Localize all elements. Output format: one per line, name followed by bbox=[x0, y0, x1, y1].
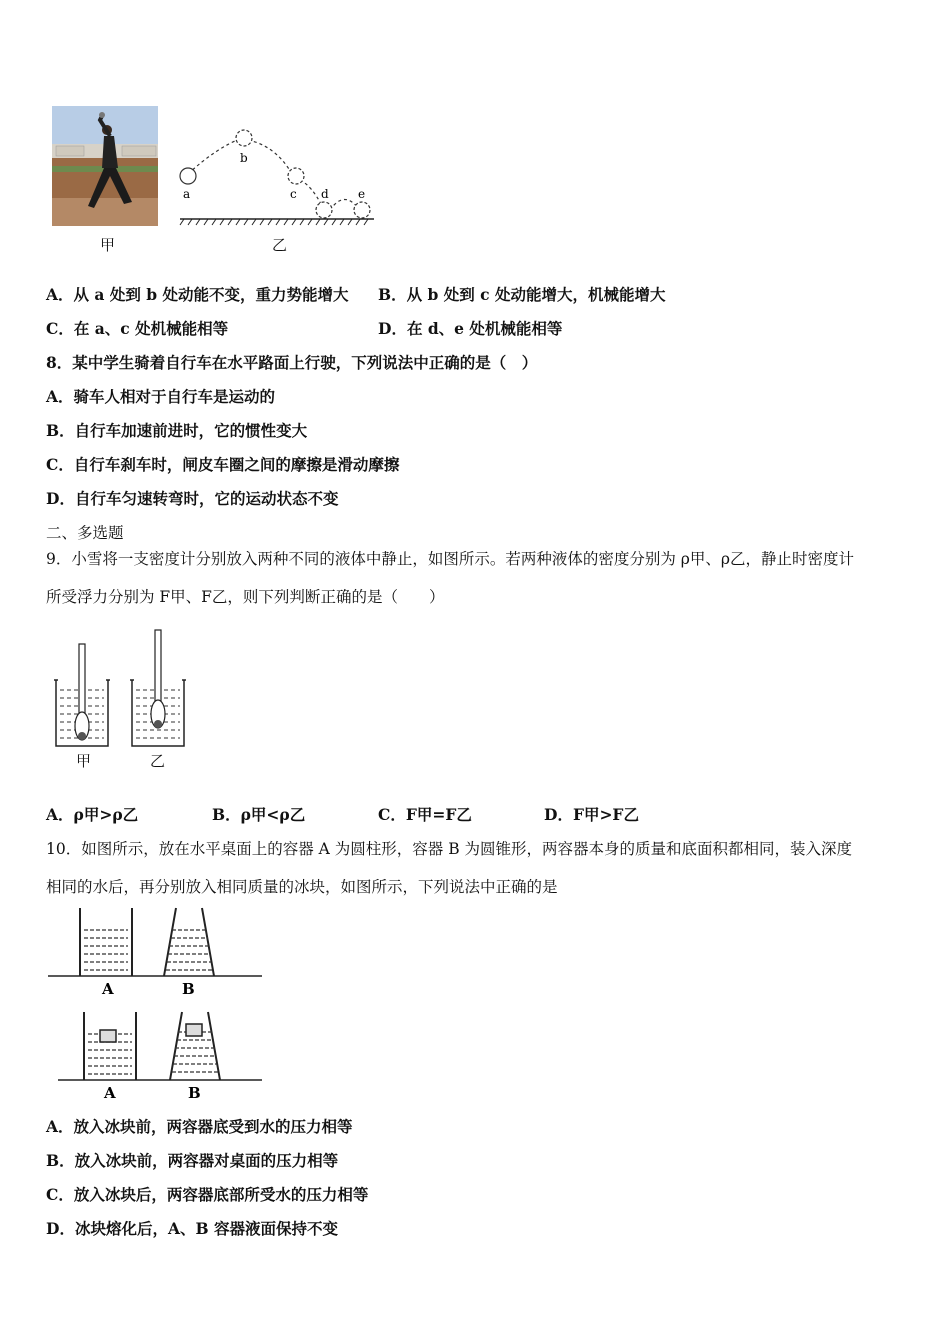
label-b: b bbox=[240, 151, 248, 165]
label-e: e bbox=[358, 187, 366, 201]
hydrometer-figure bbox=[52, 628, 202, 758]
q8-stem: 8．某中学生骑着自行车在水平路面上行驶，下列说法中正确的是（ ） bbox=[46, 353, 538, 372]
section-heading: 二、多选题 bbox=[46, 524, 124, 542]
q10-option-a: A．放入冰块前，两容器底受到水的压力相等 bbox=[46, 1117, 353, 1136]
label-container-a-bottom: A bbox=[104, 1084, 116, 1102]
q7-option-d: D．在 d、e 处机械能相等 bbox=[378, 319, 563, 338]
q7-option-a: A．从 a 处到 b 处动能不变，重力势能增大 bbox=[46, 285, 349, 304]
q9-option-b: B．ρ甲<ρ乙 bbox=[212, 805, 306, 824]
q8-option-a: A．骑车人相对于自行车是运动的 bbox=[46, 387, 276, 406]
q9-option-a: A．ρ甲>ρ乙 bbox=[46, 805, 139, 824]
q9-option-c: C．F甲=F乙 bbox=[378, 805, 472, 824]
label-container-b-top: B bbox=[182, 980, 195, 998]
label-container-a-top: A bbox=[102, 980, 114, 998]
label-container-b-bottom: B bbox=[188, 1084, 201, 1102]
ball-d bbox=[316, 202, 332, 218]
photo-caption: 甲 bbox=[100, 236, 116, 254]
q8-option-b: B．自行车加速前进时，它的惯性变大 bbox=[46, 421, 308, 440]
ball-b bbox=[236, 130, 252, 146]
ball-a bbox=[180, 168, 196, 184]
q9-fig-caption-right: 乙 bbox=[150, 752, 166, 770]
q10-option-b: B．放入冰块前，两容器对桌面的压力相等 bbox=[46, 1151, 339, 1170]
ball-e bbox=[354, 202, 370, 218]
q10-stem-line2: 相同的水后，再分别放入相同质量的冰块，如图所示，下列说法中正确的是 bbox=[46, 878, 558, 896]
containers-figure bbox=[48, 906, 268, 1106]
q9-option-d: D．F甲>F乙 bbox=[544, 805, 639, 824]
label-d: d bbox=[321, 187, 329, 201]
shot-put-photo bbox=[52, 106, 158, 226]
q9-stem-line1: 9．小雪将一支密度计分别放入两种不同的液体中静止，如图所示。若两种液体的密度分别为 ρ甲、ρ乙，静止时密度计 bbox=[46, 550, 855, 568]
q8-option-c: C．自行车刹车时，闸皮车圈之间的摩擦是滑动摩擦 bbox=[46, 455, 400, 474]
q7-option-c: C．在 a、c 处机械能相等 bbox=[46, 319, 229, 338]
label-c: c bbox=[290, 187, 297, 201]
q8-option-d: D．自行车匀速转弯时，它的运动状态不变 bbox=[46, 489, 339, 508]
ball-trajectory-diagram bbox=[176, 126, 386, 226]
q7-option-b: B．从 b 处到 c 处动能增大，机械能增大 bbox=[378, 285, 666, 304]
q10-option-d: D．冰块熔化后，A、B 容器液面保持不变 bbox=[46, 1219, 338, 1238]
q10-option-c: C．放入冰块后，两容器底部所受水的压力相等 bbox=[46, 1185, 369, 1204]
ice-cube-b bbox=[186, 1024, 202, 1036]
diagram-caption: 乙 bbox=[272, 236, 288, 254]
q9-stem-line2: 所受浮力分别为 F甲、F乙，则下列判断正确的是（ ） bbox=[46, 588, 445, 606]
ball-c bbox=[288, 168, 304, 184]
ice-cube-a bbox=[100, 1030, 116, 1042]
q10-stem-line1: 10．如图所示，放在水平桌面上的容器 A 为圆柱形，容器 B 为圆锥形，两容器本身的质量和底面积都相同，装入深度 bbox=[46, 840, 853, 858]
q9-fig-caption-left: 甲 bbox=[76, 752, 92, 770]
label-a: a bbox=[183, 187, 191, 201]
